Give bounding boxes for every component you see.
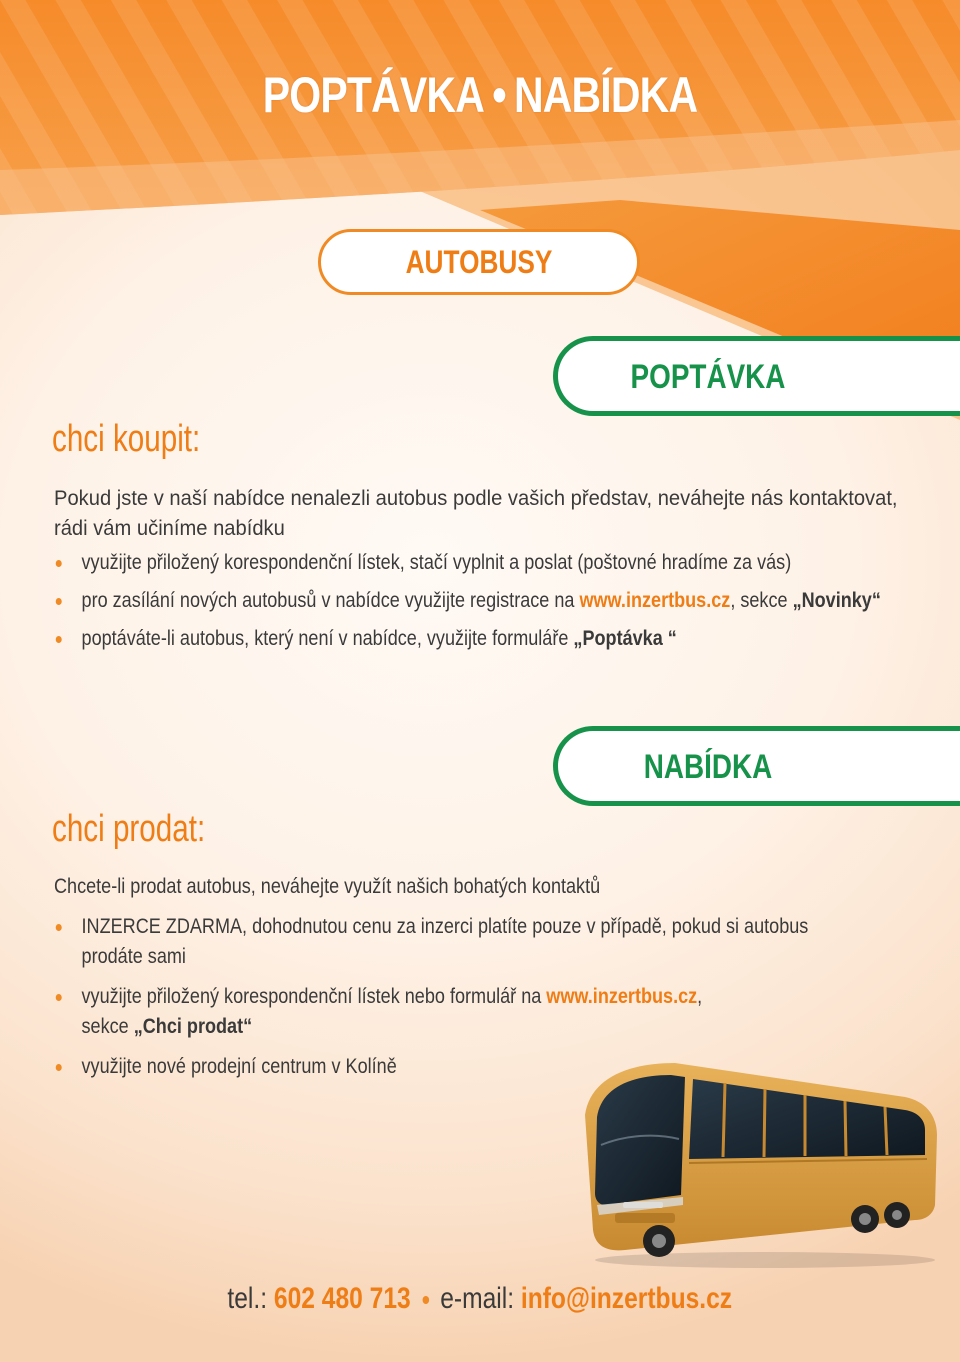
website-link[interactable]: www.inzertbus.cz xyxy=(579,589,731,612)
phone-number[interactable]: 602 480 713 xyxy=(274,1282,411,1315)
email-link[interactable]: info@inzertbus.cz xyxy=(521,1282,733,1315)
poptavka-pill-label: POPTÁVKA xyxy=(630,358,786,396)
buy-section xyxy=(54,484,934,662)
sell-bullet-1: INZERCE ZDARMA, dohodnutou cenu za inzerci platíte pouze v případě, pokud si autobus prodáte sami xyxy=(54,912,942,972)
category-label: AUTOBUSY xyxy=(405,244,553,280)
category-pill xyxy=(318,229,640,295)
nabidka-pill xyxy=(553,726,960,806)
tel-label: tel.: xyxy=(227,1282,275,1315)
buy-bullet-1: využijte přiložený korespondenční lístek, stačí vyplnit a poslat (poštovné hradíme za vás) xyxy=(54,548,942,578)
page-title xyxy=(86,66,873,124)
sell-intro: Chcete-li prodat autobus, neváhejte využít našich bohatých kontaktů xyxy=(54,875,601,898)
title-separator: • xyxy=(492,67,506,123)
contact-separator-dot xyxy=(422,1296,429,1304)
sell-bullet-3: využijte nové prodejní centrum v Kolíně xyxy=(54,1052,942,1082)
title-nabidka: NABÍDKA xyxy=(513,67,698,123)
title-poptavka: POPTÁVKA xyxy=(262,67,484,123)
poptavka-pill xyxy=(553,336,960,416)
buy-bullet-2: pro zasílání nových autobusů v nabídce využijte registrace na www.inzertbus.cz, sekce „Novinky“ xyxy=(54,586,942,616)
website-link-sell[interactable]: www.inzertbus.cz xyxy=(546,985,698,1008)
buy-intro: Pokud jste v naší nabídce nenalezli autobus podle vašich představ, neváhejte nás kontaktovat, rádi vám učiníme nabídku xyxy=(54,487,898,540)
section-label-sell: chci prodat: xyxy=(52,808,206,850)
section-label-buy: chci koupit: xyxy=(52,418,201,460)
email-label: e-mail: xyxy=(440,1282,522,1315)
contact-line xyxy=(0,1282,960,1316)
nabidka-pill-label: NABÍDKA xyxy=(643,748,773,786)
buy-bullet-3: poptáváte-li autobus, který není v nabídce, využijte formuláře „Poptávka “ xyxy=(54,624,942,654)
sell-bullet-2: využijte přiložený korespondenční lístek nebo formulář na www.inzertbus.cz, sekce „Chci prodat“ xyxy=(54,982,942,1042)
bus-photo xyxy=(565,1055,945,1270)
